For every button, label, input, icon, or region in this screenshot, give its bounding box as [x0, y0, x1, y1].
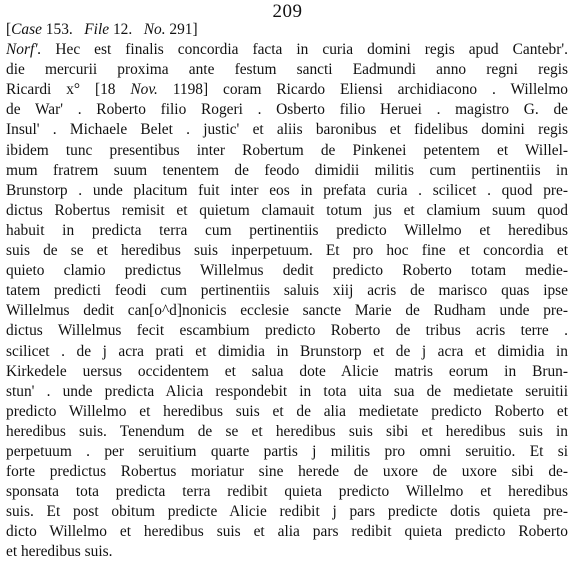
- text-line: suis de se et heredibus suis inperpetuum. Et pro hoc fine et concordia et: [6, 242, 568, 260]
- no-number: 291: [169, 21, 193, 38]
- text-line: die mercurii proxima ante festum sancti Eadmundi anno regni regis: [6, 61, 568, 79]
- text-line: dictus Willelmus fecit escambium predicto Roberto de tribus acris terre .: [6, 322, 568, 340]
- text-line: Ricardi x° [18 Nov. 1198] coram Ricardo Eliensi archidiacono . Willelmo: [6, 81, 568, 99]
- text-line: suis. Et post obitum predicte Alicie redibit j pars predicte dotis quieta pre-: [6, 503, 568, 521]
- text-line: Norf'. Hec est finalis concordia facta in curia domini regis apud Cantebr'.: [6, 41, 568, 59]
- case-number: 153.: [45, 21, 73, 38]
- text-line: Willelmus dedit can[o^d]nonicis ecclesie sancte Marie de Rudham unde pre-: [6, 302, 568, 320]
- charter-text: [6, 20, 568, 563]
- text-line: Kirkedele uersus occidentem et salua dote Alicie matris eorum in Brun-: [6, 362, 568, 380]
- text-line: mum fratrem suum tenentem de feodo dimidii militis cum pertinentiis in: [6, 161, 568, 179]
- text-line: et heredibus suis.: [6, 543, 113, 561]
- text-line: habuit in predicta terra cum pertinentiis predicto Willelmo et heredibus: [6, 221, 568, 239]
- text-line: tatem predicti feodi cum pertinentiis saluis xiij acris de marisco quas ipse: [6, 282, 568, 300]
- text-line: ibidem tunc presentibus inter Robertum de Pinkenei petentem et Willel-: [6, 141, 568, 159]
- text-line: dicto Willelmo et heredibus suis et alia pars redibit quieta predicto Roberto: [6, 523, 568, 541]
- text-line: quieto clamio predictus Willelmus dedit predicto Roberto totam medie-: [6, 262, 568, 280]
- no-label: No.: [143, 21, 166, 38]
- text-line: sponsata tota predicta terra redibit quieta predicto Willelmo et heredibus: [6, 483, 568, 501]
- text-line: perpetuum . per seruitium quarte partis j militis pro omni seruitio. Et si: [6, 442, 568, 460]
- case-label: Case: [11, 21, 42, 38]
- page-number: 209: [272, 1, 303, 22]
- text-line: Brunstorp . unde placitum fuit inter eos in prefata curia . scilicet . quod pre-: [6, 181, 568, 199]
- text-line: heredibus suis. Tenendum de se et heredibus suis sibi et heredibus suis in: [6, 422, 568, 440]
- file-number: 12.: [112, 21, 133, 38]
- text-line: de War' . Roberto filio Rogeri . Osberto filio Heruei . magistro G. de: [6, 101, 568, 119]
- text-line: dictus Robertus remisit et quietum clamauit totum jus et clamium suum quod: [6, 201, 568, 219]
- case-heading: [Case 153. File 12. No. 291]: [6, 21, 198, 38]
- text-line: forte predictus Robertus moriatur sine herede de uxore de uxore sibi de-: [6, 463, 568, 481]
- text-line: stun' . unde predicta Alicia respondebit in tota uita sua de medietate seruitii: [6, 382, 568, 400]
- file-label: File: [84, 21, 110, 38]
- text-line: scilicet . de j acra prati et dimidia in Brunstorp et de j acra et dimidia in: [6, 342, 568, 360]
- text-line: predicto Willelmo et heredibus suis et de alia medietate predicto Roberto et: [6, 402, 568, 420]
- text-line: Insul' . Michaele Belet . justic' et aliis baronibus et fidelibus domini regis: [6, 121, 568, 139]
